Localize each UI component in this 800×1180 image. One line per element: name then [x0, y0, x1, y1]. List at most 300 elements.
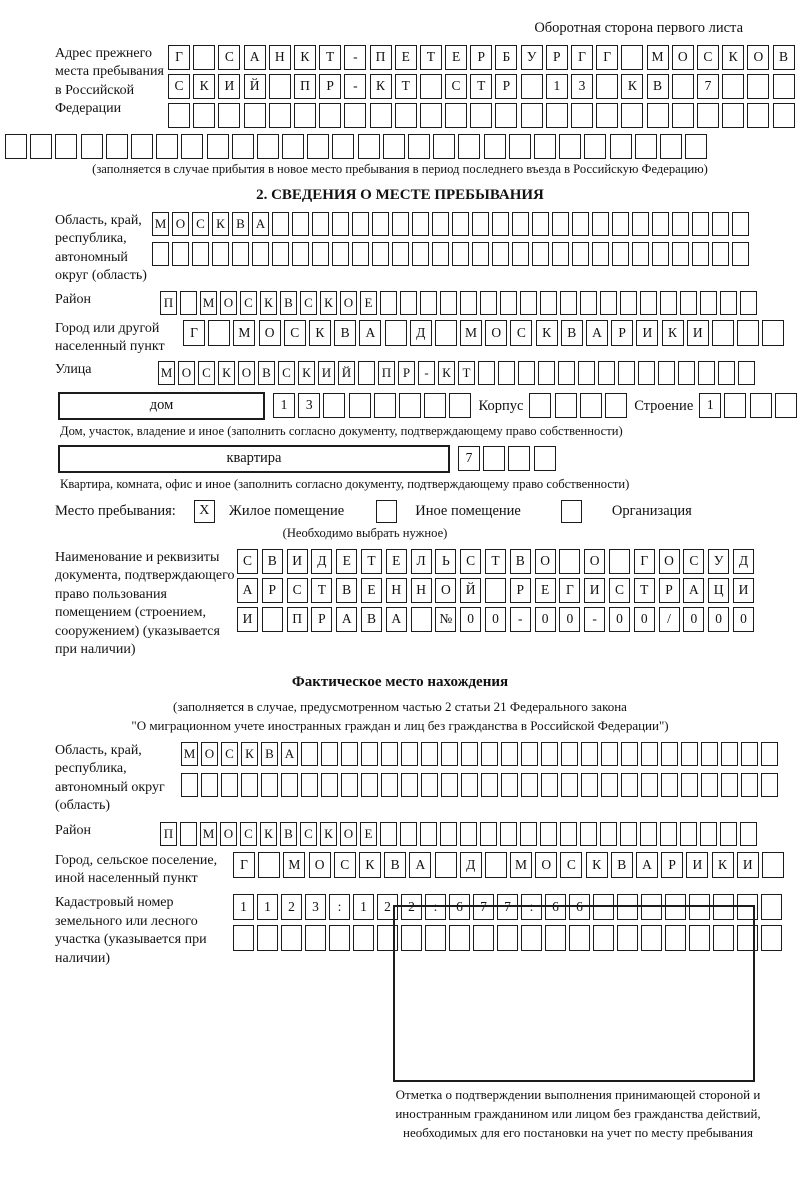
char-cell	[580, 291, 597, 315]
region-block	[55, 212, 800, 286]
char-cell	[472, 242, 489, 266]
city2-row	[233, 852, 787, 878]
char-cell: Р	[546, 45, 568, 70]
char-cell: 1	[257, 894, 278, 920]
char-cell	[412, 212, 429, 236]
district-block	[55, 291, 800, 315]
char-cell	[252, 242, 269, 266]
char-cell: 0	[609, 607, 630, 632]
char-cell	[640, 291, 657, 315]
char-cell	[701, 773, 718, 797]
char-cell: К	[260, 291, 277, 315]
char-cell	[261, 773, 278, 797]
char-cell: В	[773, 45, 795, 70]
char-cell: О	[659, 549, 680, 574]
char-cell	[732, 212, 749, 236]
char-cell: 6	[569, 894, 590, 920]
char-cell	[500, 822, 517, 846]
char-cell	[578, 361, 595, 385]
char-cell	[452, 212, 469, 236]
char-cell: 7	[473, 894, 494, 920]
char-cell	[208, 320, 230, 346]
char-cell	[672, 212, 689, 236]
char-cell: 1	[699, 393, 721, 418]
char-cell	[221, 773, 238, 797]
char-cell: Е	[360, 291, 377, 315]
char-cell	[193, 45, 215, 70]
char-cell	[435, 852, 457, 878]
char-cell	[692, 212, 709, 236]
char-cell	[672, 103, 694, 128]
char-cell	[492, 212, 509, 236]
prev-stay-row4	[5, 134, 800, 159]
actual-location-title: Фактическое место нахождения	[291, 673, 509, 690]
char-cell: Р	[398, 361, 415, 385]
document-row2	[237, 578, 758, 603]
char-cell	[282, 134, 304, 159]
char-cell: М	[647, 45, 669, 70]
char-cell: С	[240, 291, 257, 315]
char-cell: К	[722, 45, 744, 70]
char-cell	[207, 134, 229, 159]
char-cell: Й	[338, 361, 355, 385]
char-cell	[218, 103, 240, 128]
char-cell	[472, 212, 489, 236]
char-cell	[257, 925, 278, 951]
prev-stay-row1	[168, 45, 798, 70]
char-cell: Р	[470, 45, 492, 70]
char-cell: Е	[535, 578, 556, 603]
char-cell	[620, 291, 637, 315]
char-cell	[401, 773, 418, 797]
char-cell: О	[172, 212, 189, 236]
char-cell	[520, 291, 537, 315]
char-cell: К	[712, 852, 734, 878]
char-cell	[408, 134, 430, 159]
char-cell: К	[320, 822, 337, 846]
char-cell: И	[737, 852, 759, 878]
char-cell: Р	[661, 852, 683, 878]
char-cell: 1	[546, 74, 568, 99]
char-cell	[721, 742, 738, 766]
char-cell	[612, 212, 629, 236]
char-cell: -	[344, 45, 366, 70]
char-cell	[680, 291, 697, 315]
char-cell: И	[318, 361, 335, 385]
char-cell: М	[200, 822, 217, 846]
char-cell	[738, 361, 755, 385]
char-cell: И	[686, 852, 708, 878]
char-cell: О	[220, 822, 237, 846]
char-cell: П	[370, 45, 392, 70]
char-cell	[762, 320, 784, 346]
city2-block	[55, 852, 800, 889]
char-cell: С	[697, 45, 719, 70]
char-cell: 7	[697, 74, 719, 99]
char-cell	[435, 320, 457, 346]
char-cell	[660, 134, 682, 159]
char-cell: И	[287, 549, 308, 574]
char-cell	[512, 242, 529, 266]
char-cell: В	[261, 742, 278, 766]
region-label: Область, край, республика, автономный округ (область)	[55, 213, 147, 284]
char-cell	[500, 291, 517, 315]
char-cell: С	[609, 578, 630, 603]
house-caption: Дом, участок, владение и иное (заполнить согласно документу, подтверждающему право собственности)	[60, 423, 623, 438]
char-cell	[445, 103, 467, 128]
stay-type-row	[55, 500, 800, 523]
char-cell: И	[733, 578, 754, 603]
char-cell	[401, 742, 418, 766]
char-cell: С	[300, 291, 317, 315]
char-cell: 0	[708, 607, 729, 632]
document-rows	[237, 549, 758, 636]
char-cell	[538, 361, 555, 385]
region2-row1	[181, 742, 781, 766]
char-cell	[712, 212, 729, 236]
char-cell	[461, 773, 478, 797]
option-zhiloe-label: Жилое помещение	[228, 502, 345, 519]
document-label: Наименование и реквизиты документа, подтверждающего право пользования помещением (строением, сооружением) (указывается при наличии)	[55, 549, 235, 658]
char-cell	[740, 822, 757, 846]
char-cell: К	[536, 320, 558, 346]
char-cell	[598, 361, 615, 385]
char-cell: С	[221, 742, 238, 766]
char-cell	[441, 742, 458, 766]
char-cell	[361, 773, 378, 797]
checkbox-inoe	[376, 500, 397, 523]
char-cell: 2	[281, 894, 302, 920]
char-cell	[501, 742, 518, 766]
char-cell	[370, 103, 392, 128]
char-cell: К	[662, 320, 684, 346]
char-cell: О	[340, 822, 357, 846]
char-cell: К	[260, 822, 277, 846]
char-cell	[498, 361, 515, 385]
char-cell: Г	[634, 549, 655, 574]
char-cell	[521, 773, 538, 797]
prev-stay-rows	[168, 45, 798, 132]
char-cell	[632, 242, 649, 266]
char-cell: 2	[377, 894, 398, 920]
char-cell	[485, 578, 506, 603]
char-cell: В	[258, 361, 275, 385]
char-cell: Б	[495, 45, 517, 70]
char-cell: 3	[298, 393, 320, 418]
char-cell	[470, 103, 492, 128]
char-cell	[272, 242, 289, 266]
prev-stay-block	[55, 45, 800, 132]
char-cell: О	[259, 320, 281, 346]
korpus-row	[529, 393, 630, 418]
char-cell	[55, 134, 77, 159]
char-cell: Д	[460, 852, 482, 878]
char-cell: В	[611, 852, 633, 878]
char-cell: 0	[634, 607, 655, 632]
char-cell	[508, 446, 530, 471]
char-cell	[640, 822, 657, 846]
char-cell	[361, 742, 378, 766]
char-cell	[411, 607, 432, 632]
char-cell	[353, 925, 374, 951]
checkbox-org	[561, 500, 582, 523]
char-cell: 1	[353, 894, 374, 920]
char-cell	[773, 103, 795, 128]
char-cell	[559, 549, 580, 574]
char-cell	[647, 103, 669, 128]
char-cell: М	[283, 852, 305, 878]
char-cell	[372, 212, 389, 236]
char-cell	[180, 822, 197, 846]
char-cell: Т	[361, 549, 382, 574]
char-cell	[661, 773, 678, 797]
char-cell	[712, 242, 729, 266]
char-cell	[762, 852, 784, 878]
char-cell: Р	[659, 578, 680, 603]
char-cell	[485, 852, 507, 878]
char-cell	[420, 291, 437, 315]
stay-type-label: Место пребывания:	[55, 502, 176, 519]
char-cell: С	[334, 852, 356, 878]
char-cell	[341, 773, 358, 797]
char-cell	[305, 925, 326, 951]
char-cell	[761, 773, 778, 797]
char-cell	[420, 822, 437, 846]
char-cell	[395, 103, 417, 128]
char-cell	[294, 103, 316, 128]
char-cell	[621, 45, 643, 70]
char-cell	[520, 822, 537, 846]
char-cell	[596, 103, 618, 128]
char-cell: Р	[262, 578, 283, 603]
house-block	[58, 392, 800, 420]
char-cell	[697, 103, 719, 128]
document-block	[55, 549, 800, 660]
char-cell	[172, 242, 189, 266]
char-cell	[385, 320, 407, 346]
char-cell	[292, 212, 309, 236]
char-cell: В	[384, 852, 406, 878]
char-cell: Д	[311, 549, 332, 574]
char-cell: А	[386, 607, 407, 632]
char-cell	[552, 212, 569, 236]
char-cell	[272, 212, 289, 236]
char-cell	[750, 393, 772, 418]
char-cell	[532, 242, 549, 266]
char-cell	[512, 212, 529, 236]
char-cell	[660, 822, 677, 846]
char-cell: Д	[733, 549, 754, 574]
char-cell: О	[584, 549, 605, 574]
stamp-box	[393, 905, 755, 1082]
char-cell	[612, 242, 629, 266]
prev-stay-label: Адрес прежнего места пребывания в Российской Федерации	[55, 46, 164, 117]
char-cell: М	[233, 320, 255, 346]
char-cell	[652, 212, 669, 236]
district2-row	[160, 822, 760, 846]
char-cell	[552, 242, 569, 266]
city2-label: Город, сельское поселение, иной населенный пункт	[55, 852, 218, 886]
char-cell: -	[510, 607, 531, 632]
char-cell	[722, 74, 744, 99]
char-cell	[81, 134, 103, 159]
char-cell	[681, 742, 698, 766]
char-cell	[600, 291, 617, 315]
char-cell	[722, 103, 744, 128]
region-row2	[152, 242, 752, 266]
char-cell: 2	[401, 894, 422, 920]
char-cell: 1	[233, 894, 254, 920]
char-cell	[332, 212, 349, 236]
char-cell	[672, 74, 694, 99]
korpus-label: Корпус	[478, 397, 524, 414]
char-cell: №	[435, 607, 456, 632]
option-inoe-label: Иное помещение	[415, 502, 521, 519]
char-cell: :	[329, 894, 350, 920]
char-cell: Г	[183, 320, 205, 346]
char-cell	[432, 242, 449, 266]
char-cell	[621, 742, 638, 766]
char-cell	[312, 212, 329, 236]
char-cell	[685, 134, 707, 159]
char-cell	[233, 925, 254, 951]
char-cell: И	[218, 74, 240, 99]
char-cell	[400, 291, 417, 315]
char-cell	[541, 742, 558, 766]
char-cell: С	[445, 74, 467, 99]
char-cell	[323, 393, 345, 418]
char-cell	[773, 74, 795, 99]
apartment-box-label: квартира	[226, 450, 282, 467]
char-cell: Н	[411, 578, 432, 603]
char-cell: Е	[361, 578, 382, 603]
prev-stay-row2	[168, 74, 798, 99]
char-cell	[392, 242, 409, 266]
char-cell: В	[510, 549, 531, 574]
stay-type-note: (Необходимо выбрать нужное)	[282, 525, 448, 540]
char-cell	[352, 242, 369, 266]
char-cell: Г	[233, 852, 255, 878]
char-cell	[458, 134, 480, 159]
char-cell	[244, 103, 266, 128]
street-label: Улица	[55, 361, 92, 377]
char-cell	[193, 103, 215, 128]
char-cell: П	[294, 74, 316, 99]
char-cell	[592, 242, 609, 266]
char-cell: 6	[449, 894, 470, 920]
char-cell: Г	[559, 578, 580, 603]
char-cell: В	[647, 74, 669, 99]
char-cell	[680, 822, 697, 846]
char-cell: К	[438, 361, 455, 385]
char-cell	[521, 742, 538, 766]
char-cell	[480, 822, 497, 846]
char-cell	[441, 773, 458, 797]
char-cell: К	[370, 74, 392, 99]
char-cell: К	[218, 361, 235, 385]
char-cell	[741, 742, 758, 766]
char-cell: К	[621, 74, 643, 99]
char-cell	[392, 212, 409, 236]
char-cell	[701, 742, 718, 766]
district-row	[160, 291, 760, 315]
char-cell	[534, 134, 556, 159]
char-cell	[281, 773, 298, 797]
char-cell: Т	[458, 361, 475, 385]
char-cell: А	[237, 578, 258, 603]
char-cell	[332, 134, 354, 159]
char-cell: :	[521, 894, 542, 920]
char-cell: У	[521, 45, 543, 70]
section2-title: 2. СВЕДЕНИЯ О МЕСТЕ ПРЕБЫВАНИЯ	[256, 187, 544, 203]
char-cell: Н	[386, 578, 407, 603]
char-cell: К	[586, 852, 608, 878]
apartment-caption: Квартира, комната, офис и иное (заполнить согласно документу, подтверждающему право собственности)	[60, 476, 630, 491]
char-cell: К	[212, 212, 229, 236]
char-cell	[432, 212, 449, 236]
char-cell	[747, 103, 769, 128]
char-cell: 0	[485, 607, 506, 632]
char-cell	[580, 393, 602, 418]
char-cell	[480, 291, 497, 315]
char-cell	[605, 393, 627, 418]
char-cell	[269, 103, 291, 128]
char-cell	[420, 74, 442, 99]
char-cell	[555, 393, 577, 418]
char-cell	[30, 134, 52, 159]
char-cell	[747, 74, 769, 99]
char-cell	[720, 291, 737, 315]
char-cell	[732, 242, 749, 266]
char-cell	[635, 134, 657, 159]
char-cell: В	[280, 822, 297, 846]
char-cell	[641, 742, 658, 766]
region2-rows	[181, 742, 781, 801]
street-row	[158, 361, 758, 385]
char-cell: К	[193, 74, 215, 99]
char-cell	[592, 212, 609, 236]
char-cell: С	[560, 852, 582, 878]
char-cell	[380, 291, 397, 315]
char-cell: К	[241, 742, 258, 766]
char-cell	[481, 742, 498, 766]
char-cell	[168, 103, 190, 128]
char-cell: Е	[445, 45, 467, 70]
char-cell: С	[510, 320, 532, 346]
char-cell: С	[278, 361, 295, 385]
city-row	[183, 320, 788, 346]
document-row1	[237, 549, 758, 574]
char-cell: Й	[244, 74, 266, 99]
char-cell	[420, 103, 442, 128]
char-cell: Р	[611, 320, 633, 346]
char-cell	[292, 242, 309, 266]
char-cell	[492, 242, 509, 266]
char-cell: С	[198, 361, 215, 385]
char-cell: М	[510, 852, 532, 878]
char-cell: 7	[458, 446, 480, 471]
region2-block	[55, 742, 800, 816]
char-cell	[572, 242, 589, 266]
char-cell	[761, 742, 778, 766]
char-cell: Т	[634, 578, 655, 603]
char-cell	[610, 134, 632, 159]
char-cell: Е	[336, 549, 357, 574]
char-cell: О	[535, 852, 557, 878]
char-cell	[341, 742, 358, 766]
district-label: Район	[55, 291, 91, 307]
char-cell	[329, 925, 350, 951]
